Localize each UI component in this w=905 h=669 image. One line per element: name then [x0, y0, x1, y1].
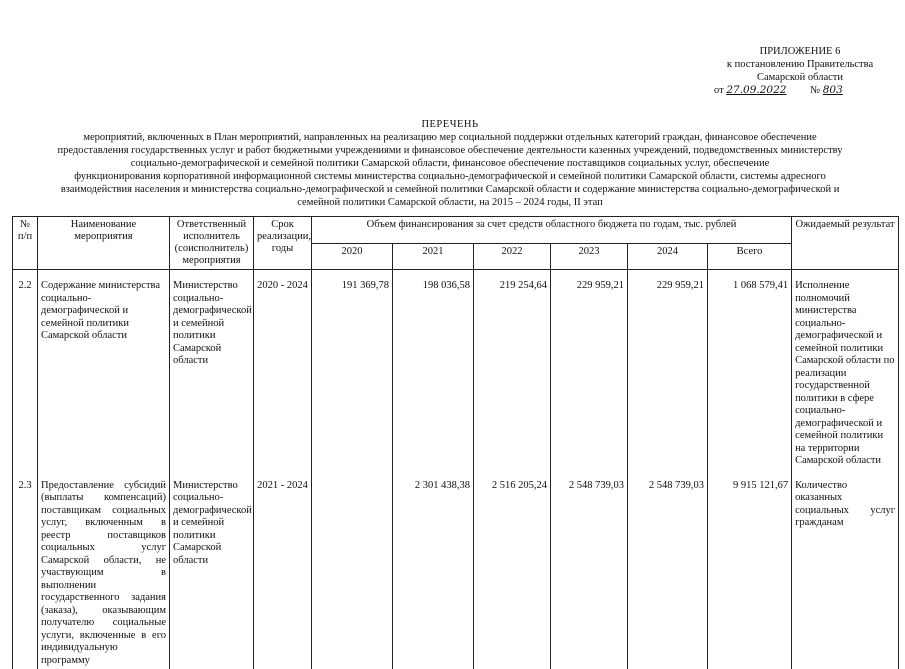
expected-result: Количество оказанных социальных услуг гражданам: [792, 470, 899, 669]
row-number: 2.3: [13, 470, 38, 669]
value-2023: 2 548 739,03: [551, 470, 628, 669]
subtitle-line: взаимодействия населения и министерства социально-демографической и семейной политики Самарской области и содержание министерства социально-демографической и: [40, 183, 860, 196]
implementation-period: 2020 - 2024: [254, 270, 312, 470]
header-result: Ожидаемый результат: [792, 217, 899, 270]
value-2023: 229 959,21: [551, 270, 628, 470]
date-value: 27.09.2022: [726, 84, 786, 96]
value-total: 9 915 121,67: [708, 470, 792, 669]
implementation-period: 2021 - 2024: [254, 470, 312, 669]
date-prefix: от: [714, 85, 724, 96]
value-total: 1 068 579,41: [708, 270, 792, 470]
appendix-line-2: Самарской области: [700, 71, 900, 84]
subtitle-line: семейной политики Самарской области, на 2015 – 2024 годы, II этап: [40, 196, 860, 209]
header-year: 2020: [312, 243, 393, 270]
value-2024: 2 548 739,03: [628, 470, 708, 669]
subtitle-line: мероприятий, включенных в План мероприятий, направленных на реализацию мер социальной поддержки отдельных категорий граждан, финансовое обеспечение: [40, 131, 860, 144]
value-2022: 2 516 205,24: [474, 470, 551, 669]
subtitle-line: предоставления государственных услуг и работ бюджетными учреждениями и финансовое обеспечение деятельности казенных учреждений, подведомственных министерству: [40, 144, 860, 157]
value-2021: 2 301 438,38: [393, 470, 474, 669]
appendix-line-1: к постановлению Правительства: [700, 58, 900, 71]
number-prefix: №: [810, 85, 820, 96]
subtitle-line: функционирования корпоративной информационной системы министерства социально-демографической и семейной политики Самарской области, системы адресного: [40, 170, 860, 183]
measure-name: Содержание министерства социально-демографической и семейной политики Самарской области: [38, 270, 170, 470]
value-2022: 219 254,64: [474, 270, 551, 470]
appendix-title: ПРИЛОЖЕНИЕ 6: [700, 45, 900, 58]
value-2020: [312, 470, 393, 669]
header-no: № п/п: [13, 217, 38, 270]
header-year: 2024: [628, 243, 708, 270]
header-name: Наименование мероприятия: [38, 217, 170, 270]
header-total: Всего: [708, 243, 792, 270]
number-value: 803: [823, 84, 843, 96]
header-year: 2021: [393, 243, 474, 270]
document-title: ПЕРЕЧЕНЬ: [40, 118, 860, 131]
value-2024: 229 959,21: [628, 270, 708, 470]
appendix-block: [700, 45, 900, 97]
measures-table: [12, 216, 899, 669]
appendix-date-number: [700, 84, 900, 97]
header-period: Срок реализации, годы: [254, 217, 312, 270]
header-funding: Объем финансирования за счет средств областного бюджета по годам, тыс. рублей: [312, 217, 792, 244]
value-2021: 198 036,58: [393, 270, 474, 470]
document-subtitle: [40, 131, 860, 209]
responsible-executor: Министерство социально-демографической и семейной политики Самарской области: [170, 270, 254, 470]
table-row: [13, 270, 899, 470]
row-number: 2.2: [13, 270, 38, 470]
header-year: 2022: [474, 243, 551, 270]
value-2020: 191 369,78: [312, 270, 393, 470]
header-responsible: Ответственный исполнитель (соисполнитель) мероприятия: [170, 217, 254, 270]
expected-result: Исполнение полномочий министерства социально-демографической и семейной политики Самарской области по реализации государственной политики в сфере социально-демографической и семейной политики на территории Самарской области: [792, 270, 899, 470]
measure-name: Предоставление субсидий (выплаты компенсаций) поставщикам социальных услуг, включенным в реестр поставщиков социальных услуг Самарской области, не участвующим в выполнении государственного задания (заказа), оказывающим получателю социальные услуги, включенные в его индивидуальную программу: [38, 470, 170, 669]
responsible-executor: Министерство социально-демографической и семейной политики Самарской области: [170, 470, 254, 669]
subtitle-line: социально-демографической и семейной политики Самарской области, финансовое обеспечение поставщиков социальных услуг, обеспечение: [40, 157, 860, 170]
table-row: [13, 470, 899, 669]
header-year: 2023: [551, 243, 628, 270]
